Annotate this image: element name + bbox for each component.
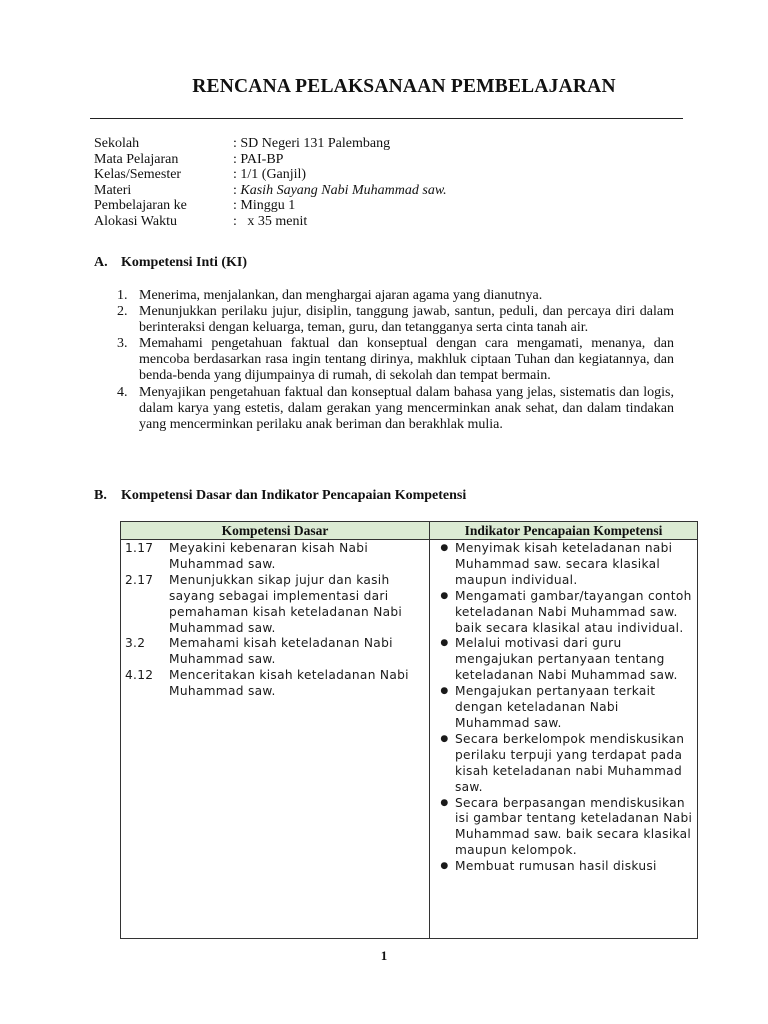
page-number: 1	[380, 948, 388, 963]
bullet-icon: ●	[440, 590, 449, 601]
kompetensi-inti-list	[94, 288, 674, 433]
identity-materi-title: Kasih Sayang Nabi Muhammad saw.	[240, 182, 447, 198]
table-header-row	[121, 522, 698, 540]
list-item	[94, 288, 674, 304]
kd-code: 2.17	[125, 572, 154, 587]
identity-row-alokasi-waktu	[94, 214, 447, 230]
list-item	[434, 859, 693, 875]
identity-row-mata-pelajaran	[94, 152, 447, 168]
bullet-icon: ●	[440, 686, 449, 697]
section-letter: B.	[94, 488, 107, 503]
indikator-text: Secara berkelompok mendiskusikan perilaku terpuji yang terdapat pada kisah keteladanan nabi Muhammad saw.	[455, 731, 685, 794]
list-item	[94, 336, 674, 384]
identity-value: : PAI-BP	[233, 151, 284, 167]
list-item	[434, 541, 693, 589]
list-item	[434, 589, 693, 637]
identity-row-kelas-semester	[94, 167, 447, 183]
list-number: 3.	[117, 336, 128, 352]
identity-value: : x 35 menit	[233, 213, 308, 229]
list-number: 4.	[117, 384, 128, 400]
identity-block	[94, 136, 447, 230]
table-row	[121, 540, 698, 939]
kompetensi-table	[120, 521, 698, 939]
title-rule	[90, 118, 683, 119]
identity-value: : Minggu 1	[233, 198, 296, 214]
identity-row-materi	[94, 183, 447, 199]
indikator-cell	[430, 540, 698, 939]
bullet-icon: ●	[440, 638, 449, 649]
kd-text: Menceritakan kisah keteladanan Nabi Muhammad saw.	[169, 668, 409, 699]
kd-text: Meyakini kebenaran kisah Nabi Muhammad saw.	[169, 541, 369, 571]
identity-colon: :	[233, 182, 241, 198]
section-b-heading	[94, 488, 466, 504]
list-number: 1.	[117, 288, 128, 303]
list-text: Menunjukkan perilaku jujur, disiplin, tanggung jawab, santun, peduli, dan percaya diri dalam berinteraksi dengan keluarga, teman, guru, dan tetangganya serta cinta tanah air.	[139, 304, 674, 336]
list-text: Menyajikan pengetahuan faktual dan konseptual dalam bahasa yang jelas, sistematis dan logis, dalam karya yang estetis, dalam gerakan yang mencerminkan anak sehat, dan dalam tindakan yang mencerminkan perilaku anak beriman dan berakhlak mulia.	[139, 384, 674, 432]
identity-row-sekolah	[94, 136, 447, 152]
list-text: Memahami pengetahuan faktual dan konseptual dengan cara mengamati, menanya, dan mencoba berdasarkan rasa ingin tentang dirinya, makhluk ciptaan Tuhan dan kegiatannya, dan benda-benda yang dijumpainya di rumah, di sekolah dan tempat bermain.	[139, 336, 674, 384]
kd-code: 1.17	[125, 541, 154, 555]
kd-text: Memahami kisah keteladanan Nabi Muhammad saw.	[169, 636, 393, 667]
identity-label: Sekolah	[94, 136, 140, 151]
bullet-icon: ●	[440, 543, 449, 553]
list-item	[434, 636, 693, 684]
identity-label: Alokasi Waktu	[94, 213, 177, 229]
identity-label: Kelas/Semester	[94, 167, 182, 183]
identity-label: Mata Pelajaran	[94, 151, 179, 167]
list-item	[125, 573, 425, 637]
list-item	[125, 636, 425, 668]
identity-value: : SD Negeri 131 Palembang	[233, 136, 391, 151]
document-title: RENCANA PELAKSANAAN PEMBELAJARAN	[192, 76, 616, 97]
list-number: 2.	[117, 304, 128, 320]
indikator-text: Membuat rumusan hasil diskusi	[455, 859, 657, 874]
list-item	[434, 796, 693, 860]
list-item	[125, 668, 425, 700]
list-item	[434, 732, 693, 796]
identity-label: Pembelajaran ke	[94, 198, 187, 214]
indikator-text: Melalui motivasi dari guru mengajukan pertanyaan tentang keteladanan Nabi Muhammad saw.	[455, 636, 678, 683]
bullet-icon: ●	[440, 797, 449, 808]
section-letter: A.	[94, 255, 108, 270]
column-header: Indikator Pencapaian Kompetensi	[430, 522, 698, 540]
indikator-text: Mengamati gambar/tayangan contoh keteladanan Nabi Muhammad saw. baik secara klasikal atau individual.	[455, 588, 692, 635]
list-item	[94, 385, 674, 433]
section-title: Kompetensi Dasar dan Indikator Pencapaian Kompetensi	[121, 488, 467, 503]
section-a-heading	[94, 255, 247, 271]
bullet-icon: ●	[440, 861, 449, 872]
indikator-text: Secara berpasangan mendiskusikan isi gambar tentang keteladanan Nabi Muhammad saw. baik secara klasikal maupun kelompok.	[455, 795, 693, 858]
kd-code: 3.2	[125, 636, 146, 651]
kd-text: Menunjukkan sikap jujur dan kasih sayang sebagai implementasi dari pemahaman kisah keteladanan Nabi Muhammad saw.	[169, 572, 403, 635]
column-header: Kompetensi Dasar	[121, 522, 430, 540]
bullet-icon: ●	[440, 733, 449, 744]
indikator-text: Menyimak kisah keteladanan nabi Muhammad saw. secara klasikal maupun individual.	[455, 541, 673, 587]
section-title: Kompetensi Inti (KI)	[121, 255, 247, 270]
list-item	[125, 541, 425, 573]
identity-label: Materi	[94, 182, 132, 198]
list-item	[434, 684, 693, 732]
kompetensi-dasar-cell	[121, 540, 430, 939]
list-text: Menerima, menjalankan, dan menghargai ajaran agama yang dianutnya.	[139, 288, 543, 303]
indikator-text: Mengajukan pertanyaan terkait dengan keteladanan Nabi Muhammad saw.	[455, 684, 656, 730]
list-item	[94, 304, 674, 336]
identity-value: : 1/1 (Ganjil)	[233, 167, 307, 183]
identity-row-pembelajaran-ke	[94, 198, 447, 214]
kd-code: 4.12	[125, 668, 154, 683]
identity-value	[233, 183, 447, 199]
